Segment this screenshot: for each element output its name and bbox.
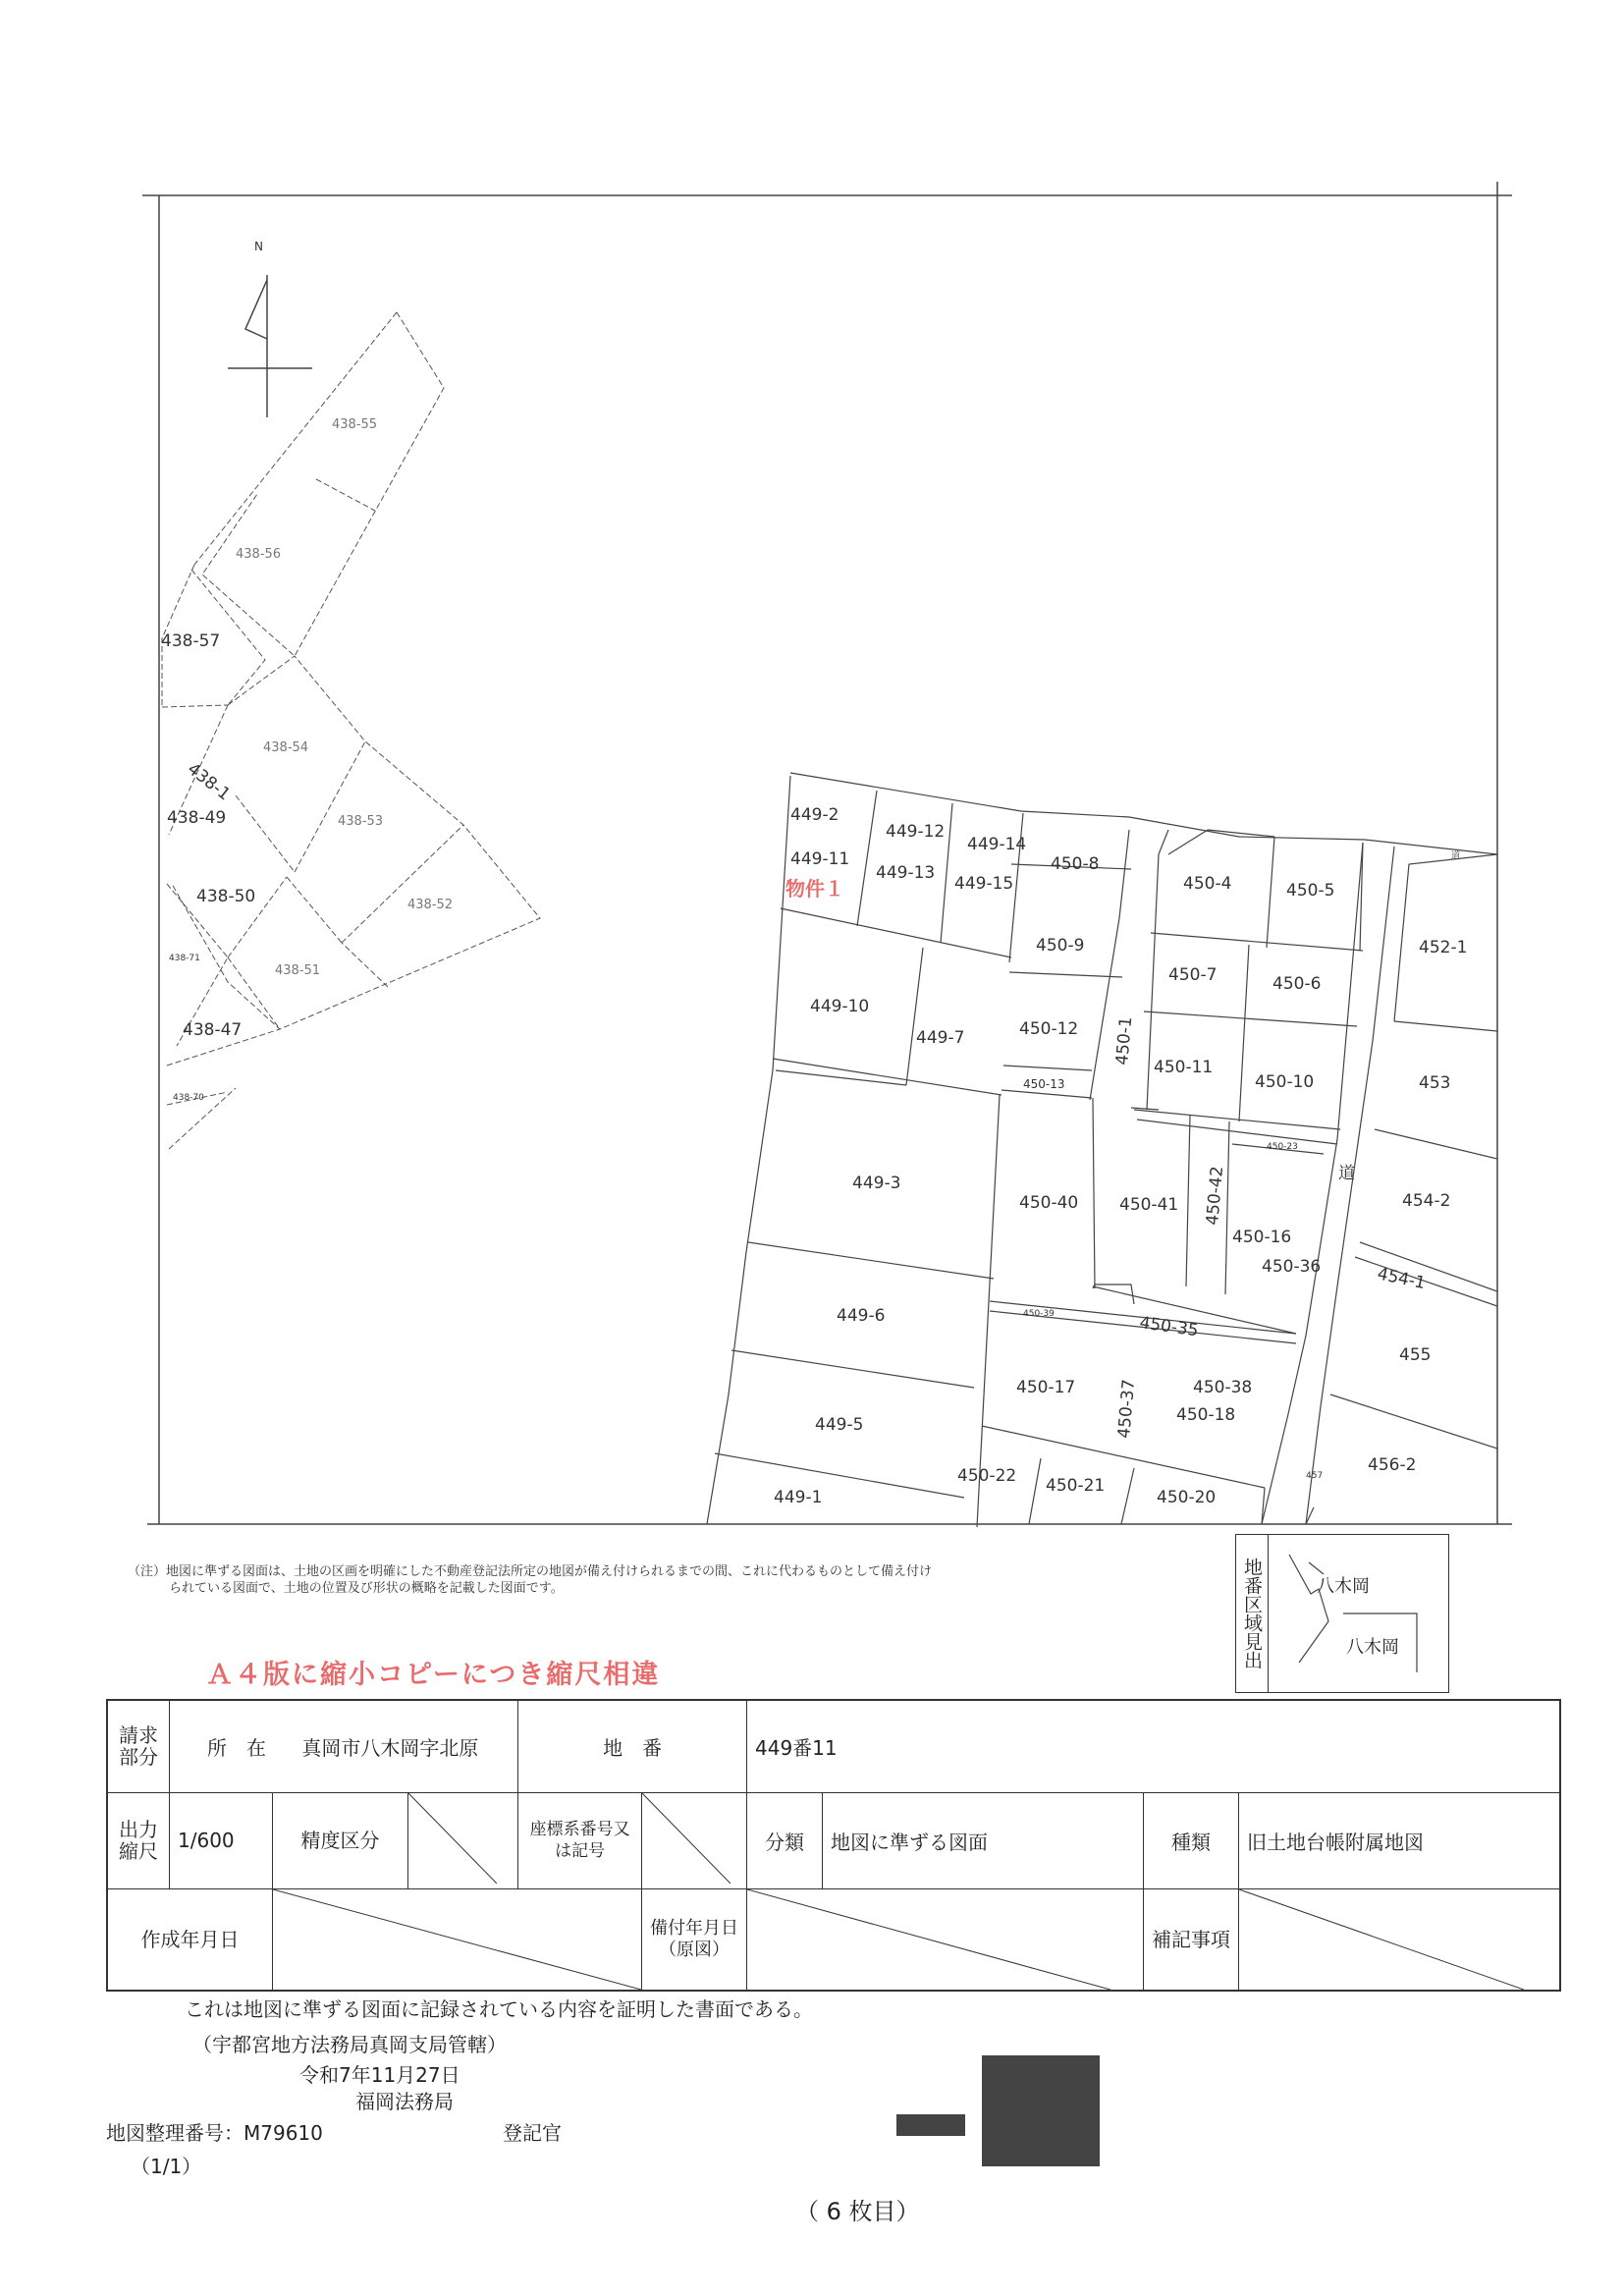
sheet-number: （ 6 枚目） — [795, 2198, 920, 2225]
parcel-label: 450-42 — [1203, 1165, 1228, 1227]
location-label: 所 在 — [207, 1735, 266, 1760]
class-value: 地図に準ずる図面 — [823, 1792, 1144, 1888]
created-value — [273, 1888, 642, 1991]
remarks-value — [1239, 1888, 1561, 1991]
parcel-label: 450-21 — [1046, 1476, 1106, 1496]
north-label: N — [254, 240, 263, 253]
parcel-label: 450-36 — [1262, 1257, 1322, 1277]
parcel-label: 438-1 — [183, 759, 235, 805]
scale-label: 出力縮尺 — [107, 1792, 170, 1888]
parcel-label: 453 — [1419, 1073, 1451, 1093]
parcel-label: 450-38 — [1193, 1378, 1253, 1397]
map-id: 地図整理番号：M79610 — [106, 2121, 323, 2145]
parcel-label: 450-18 — [1176, 1405, 1236, 1425]
parcel-label: 450-41 — [1119, 1195, 1179, 1215]
parcel-label: 450-11 — [1154, 1058, 1214, 1077]
road-label: 道 — [1338, 1164, 1355, 1183]
cert-row-3 — [107, 1888, 1560, 1991]
parcel-label: 450-23 — [1267, 1142, 1298, 1152]
parcel-label: 450-5 — [1286, 881, 1335, 901]
note-line-1: （注）地図に準ずる図面は、土地の区画を明確にした不動産登記法所定の地図が備え付けられるまでの間、これに代わるものとして備え付け — [128, 1564, 933, 1579]
parcel-label: 449-12 — [886, 822, 946, 842]
reduction-note: Ａ４版に縮小コピーにつき縮尺相違 — [206, 1660, 661, 1690]
parcel-label: 438-52 — [407, 898, 454, 912]
type-value: 旧土地台帳附属地図 — [1239, 1792, 1561, 1888]
coord-label: 座標系番号又は記号 — [518, 1792, 642, 1888]
parcel-label: 456-2 — [1368, 1455, 1417, 1475]
parcel-label: 438-49 — [167, 808, 227, 828]
parcel-label: 449-7 — [916, 1028, 965, 1048]
certificate-table — [106, 1699, 1561, 1992]
parcel-label: 449-14 — [967, 835, 1027, 854]
parcel-label: 449-13 — [876, 863, 936, 883]
parcel-label: 438-47 — [183, 1020, 243, 1040]
parcel-label: 450-35 — [1138, 1313, 1200, 1341]
parcel-label: 450-4 — [1183, 874, 1232, 894]
parcel-label: 450-13 — [1023, 1077, 1065, 1091]
district-index-box — [1235, 1534, 1449, 1693]
parcel-label: 452-1 — [1419, 938, 1468, 957]
parcel-label: 438-71 — [169, 954, 200, 963]
redaction-bar — [896, 2114, 965, 2136]
remarks-label: 補記事項 — [1144, 1888, 1239, 1991]
coord-value — [642, 1792, 747, 1888]
parcel-label: 450-39 — [1023, 1309, 1055, 1319]
parcel-label: 450-16 — [1232, 1228, 1292, 1247]
parcel-label: 438-57 — [161, 631, 221, 651]
type-label: 種類 — [1144, 1792, 1239, 1888]
parcel-label: 450-6 — [1272, 974, 1322, 994]
certify-statement: これは地図に準ずる図面に記録されている内容を証明した書面である。 — [185, 1997, 813, 2021]
created-label: 作成年月日 — [107, 1888, 273, 1991]
parcel-label: 449-15 — [954, 874, 1014, 894]
parcel-label: 450-12 — [1019, 1019, 1079, 1039]
district-heading: 地番区域見出 — [1236, 1535, 1269, 1692]
parcel-label: 449-6 — [837, 1306, 886, 1326]
district-bottom-label: 八木岡 — [1346, 1637, 1399, 1658]
attached-value — [747, 1888, 1144, 1991]
lot-label: 地 番 — [518, 1700, 747, 1792]
parcel-label: 449-3 — [852, 1174, 901, 1193]
parcel-label: 450-1 — [1112, 1015, 1137, 1066]
parcel-label: 449-10 — [810, 997, 870, 1016]
road-label-small: 道 — [1451, 851, 1461, 861]
parcel-label: 450-37 — [1114, 1378, 1140, 1440]
map-notes — [128, 1563, 1218, 1597]
left-parcel-labels — [161, 417, 453, 1103]
cert-row-2 — [107, 1792, 1560, 1888]
parcel-label: 450-22 — [957, 1466, 1017, 1486]
parcel-label: 449-5 — [815, 1415, 864, 1435]
parcel-label: 454-2 — [1402, 1191, 1451, 1211]
redaction-seal — [982, 2055, 1100, 2166]
parcel-label: 438-70 — [173, 1093, 204, 1103]
attached-label: 備付年月日（原図） — [642, 1888, 747, 1991]
parcel-label: 450-17 — [1016, 1378, 1076, 1397]
note-line-2: られている図面で、土地の位置及び形状の概略を記載した図面です。 — [169, 1581, 564, 1596]
issue-date: 令和7年11月27日 — [299, 2063, 460, 2087]
jurisdiction: （宇都宮地方法務局真岡支局管轄） — [192, 2033, 507, 2056]
parcel-label: 449-2 — [790, 805, 839, 825]
parcel-label: 454-1 — [1375, 1264, 1428, 1294]
parcel-label: 449-11 — [790, 849, 850, 869]
parcel-label: 450-40 — [1019, 1193, 1079, 1213]
parcel-label: 450-10 — [1255, 1072, 1315, 1092]
property-marker-label: 物件１ — [785, 877, 844, 901]
parcel-label: 438-53 — [338, 814, 384, 829]
parcel-label: 438-54 — [263, 740, 309, 755]
north-arrow-icon — [228, 275, 312, 417]
page-count: （1/1） — [131, 2155, 202, 2178]
parcel-label: 438-51 — [275, 963, 321, 978]
parcel-label: 455 — [1399, 1345, 1432, 1365]
precision-value — [408, 1792, 518, 1888]
parcel-label: 457 — [1306, 1471, 1324, 1481]
location-cell — [170, 1700, 518, 1792]
class-label: 分類 — [747, 1792, 823, 1888]
parcel-label: 438-55 — [332, 417, 378, 432]
parcel-label: 450-8 — [1051, 854, 1100, 874]
cert-row-1 — [107, 1700, 1560, 1792]
district-sketch — [1270, 1535, 1446, 1692]
parcel-label: 450-20 — [1157, 1488, 1217, 1507]
district-top-label: 八木岡 — [1317, 1576, 1370, 1597]
parcel-label: 450-7 — [1168, 965, 1218, 985]
parcel-label: 449-1 — [774, 1488, 823, 1507]
issuing-office: 福岡法務局 — [355, 2090, 454, 2113]
scale-value: 1/600 — [170, 1792, 273, 1888]
lot-value: 449番11 — [747, 1700, 1561, 1792]
parcel-label: 438-56 — [236, 547, 282, 562]
parcel-label: 438-50 — [196, 887, 256, 906]
parcel-label: 450-9 — [1036, 936, 1085, 956]
req-section-label: 請求部分 — [107, 1700, 170, 1792]
location-value: 真岡市八木岡字北原 — [301, 1735, 479, 1760]
registrar-label: 登記官 — [503, 2121, 562, 2145]
precision-label: 精度区分 — [273, 1792, 408, 1888]
